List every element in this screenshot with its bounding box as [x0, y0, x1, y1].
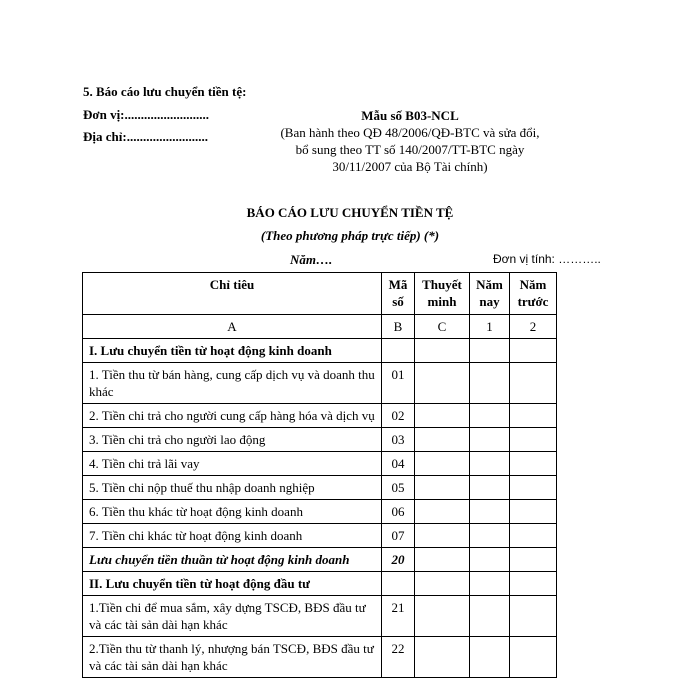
- row-code: 04: [382, 452, 415, 476]
- report-title: BÁO CÁO LƯU CHUYỂN TIỀN TỆ: [246, 205, 454, 220]
- header-indicator: Chỉ tiêu: [83, 273, 382, 315]
- index-cell: 1: [470, 315, 510, 339]
- row-label: 3. Tiền chi trả cho người lao động: [83, 428, 382, 452]
- row-note: [415, 596, 470, 637]
- row-last-year: [510, 596, 557, 637]
- row-note: [415, 500, 470, 524]
- table-index-row: [83, 315, 557, 339]
- row-code: 22: [382, 637, 415, 678]
- table-row: [83, 404, 557, 428]
- row-note: [415, 524, 470, 548]
- table-row: [83, 428, 557, 452]
- row-note: [415, 476, 470, 500]
- row-last-year: [510, 548, 557, 572]
- index-cell: A: [83, 315, 382, 339]
- row-label: II. Lưu chuyển tiền từ hoạt động đầu tư: [83, 572, 382, 596]
- row-last-year: [510, 524, 557, 548]
- address-label: Địa chỉ:.........................: [83, 129, 208, 144]
- row-this-year: [470, 339, 510, 363]
- row-last-year: [510, 363, 557, 404]
- row-code: 07: [382, 524, 415, 548]
- row-this-year: [470, 404, 510, 428]
- row-label: 2. Tiền chi trả cho người cung cấp hàng hóa và dịch vụ: [83, 404, 382, 428]
- currency-unit-label: Đơn vị tính: ………..: [493, 252, 601, 266]
- row-last-year: [510, 476, 557, 500]
- row-this-year: [470, 452, 510, 476]
- row-label: Lưu chuyển tiền thuần từ hoạt động kinh doanh: [83, 548, 382, 572]
- table-row: [83, 596, 557, 637]
- row-label: 1. Tiền thu từ bán hàng, cung cấp dịch vụ và doanh thu khác: [83, 363, 382, 404]
- row-code: [382, 572, 415, 596]
- unit-name-label: Đơn vị:..........................: [83, 107, 210, 122]
- row-last-year: [510, 428, 557, 452]
- table-row: [83, 339, 557, 363]
- header-note: Thuyết minh: [415, 273, 470, 315]
- form-note-line: (Ban hành theo QĐ 48/2006/QĐ-BTC và sửa đổi,: [280, 125, 540, 140]
- table-row: [83, 637, 557, 678]
- table-row: [83, 524, 557, 548]
- row-note: [415, 339, 470, 363]
- year-label: Năm….: [290, 252, 333, 267]
- row-label: I. Lưu chuyển tiền từ hoạt động kinh doanh: [83, 339, 382, 363]
- form-code: Mẫu số B03-NCL: [361, 108, 459, 123]
- row-code: 05: [382, 476, 415, 500]
- cash-flow-table: [82, 272, 557, 678]
- index-cell: C: [415, 315, 470, 339]
- row-code: 03: [382, 428, 415, 452]
- index-cell: B: [382, 315, 415, 339]
- header-last-year: Năm trước: [510, 273, 557, 315]
- row-code: 20: [382, 548, 415, 572]
- row-this-year: [470, 524, 510, 548]
- table-row: [83, 548, 557, 572]
- row-this-year: [470, 363, 510, 404]
- form-info: [250, 107, 570, 175]
- table-row: [83, 452, 557, 476]
- row-code: 21: [382, 596, 415, 637]
- row-note: [415, 452, 470, 476]
- row-label: 4. Tiền chi trả lãi vay: [83, 452, 382, 476]
- row-last-year: [510, 404, 557, 428]
- row-code: [382, 339, 415, 363]
- row-this-year: [470, 572, 510, 596]
- row-label: 5. Tiền chi nộp thuế thu nhập doanh nghiệp: [83, 476, 382, 500]
- row-note: [415, 404, 470, 428]
- form-note-line: bổ sung theo TT số 140/2007/TT-BTC ngày: [295, 142, 525, 157]
- table-row: [83, 363, 557, 404]
- table-row: [83, 572, 557, 596]
- row-code: 02: [382, 404, 415, 428]
- row-note: [415, 363, 470, 404]
- form-note-line: 30/11/2007 của Bộ Tài chính): [332, 159, 488, 174]
- table-header-row: [83, 273, 557, 315]
- row-this-year: [470, 500, 510, 524]
- header-this-year: Năm nay: [470, 273, 510, 315]
- row-label: 2.Tiền thu từ thanh lý, nhượng bán TSCĐ, BĐS đầu tư và các tài sản dài hạn khác: [83, 637, 382, 678]
- row-last-year: [510, 572, 557, 596]
- row-label: 7. Tiền chi khác từ hoạt động kinh doanh: [83, 524, 382, 548]
- row-last-year: [510, 637, 557, 678]
- row-last-year: [510, 452, 557, 476]
- row-label: 1.Tiền chi để mua sắm, xây dựng TSCĐ, BĐS đầu tư và các tài sản dài hạn khác: [83, 596, 382, 637]
- row-this-year: [470, 596, 510, 637]
- row-note: [415, 572, 470, 596]
- report-subtitle: (Theo phương pháp trực tiếp) (*): [260, 228, 440, 243]
- table-row: [83, 500, 557, 524]
- row-last-year: [510, 500, 557, 524]
- row-code: 06: [382, 500, 415, 524]
- row-this-year: [470, 637, 510, 678]
- row-note: [415, 637, 470, 678]
- row-this-year: [470, 548, 510, 572]
- row-this-year: [470, 428, 510, 452]
- row-code: 01: [382, 363, 415, 404]
- section-title: 5. Báo cáo lưu chuyển tiền tệ:: [83, 84, 247, 99]
- table-row: [83, 476, 557, 500]
- header-code: Mã số: [382, 273, 415, 315]
- index-cell: 2: [510, 315, 557, 339]
- row-last-year: [510, 339, 557, 363]
- row-note: [415, 428, 470, 452]
- row-note: [415, 548, 470, 572]
- row-label: 6. Tiền thu khác từ hoạt động kinh doanh: [83, 500, 382, 524]
- row-this-year: [470, 476, 510, 500]
